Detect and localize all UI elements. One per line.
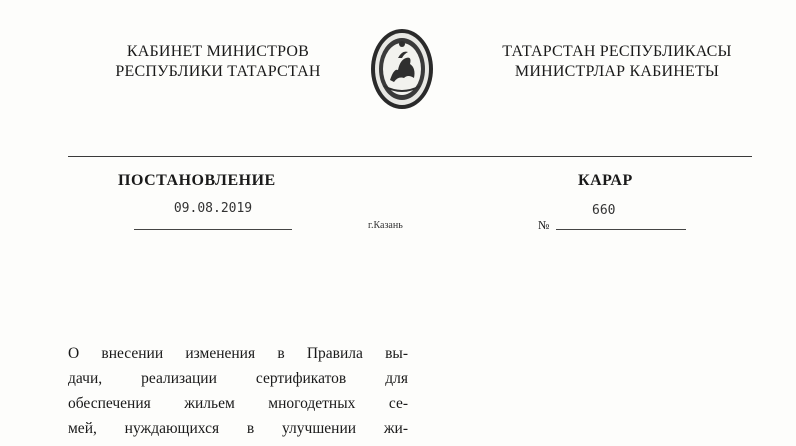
tatarstan-emblem-icon — [368, 24, 436, 114]
number-sign: № — [538, 218, 550, 232]
doc-type-ru: ПОСТАНОВЛЕНИЕ — [118, 172, 276, 189]
doc-type-tt: КАРАР — [578, 172, 633, 189]
header-divider — [68, 156, 752, 157]
doc-city: г.Казань — [368, 220, 403, 231]
number-underline — [556, 229, 686, 230]
doc-date: 09.08.2019 — [173, 201, 253, 216]
title-line: О внесении изменения в Правила вы- — [68, 345, 408, 362]
header-left — [88, 42, 348, 82]
title-line: дачи, реализации сертификатов для — [68, 370, 408, 387]
header-left-line2: РЕСПУБЛИКИ ТАТАРСТАН — [115, 63, 321, 80]
header-right — [472, 42, 762, 82]
header-left-line1: КАБИНЕТ МИНИСТРОВ — [126, 43, 310, 60]
header-right-line2: МИНИСТРЛАР КАБИНЕТЫ — [514, 63, 720, 80]
title-line: мей, нуждающихся в улучшении жи- — [68, 420, 408, 437]
date-underline — [134, 229, 292, 230]
doc-number: 660 — [592, 203, 616, 218]
header-right-line1: ТАТАРСТАН РЕСПУБЛИКАСЫ — [502, 43, 732, 60]
doc-title — [68, 341, 408, 441]
title-line: обеспечения жильем многодетных се- — [68, 395, 408, 412]
